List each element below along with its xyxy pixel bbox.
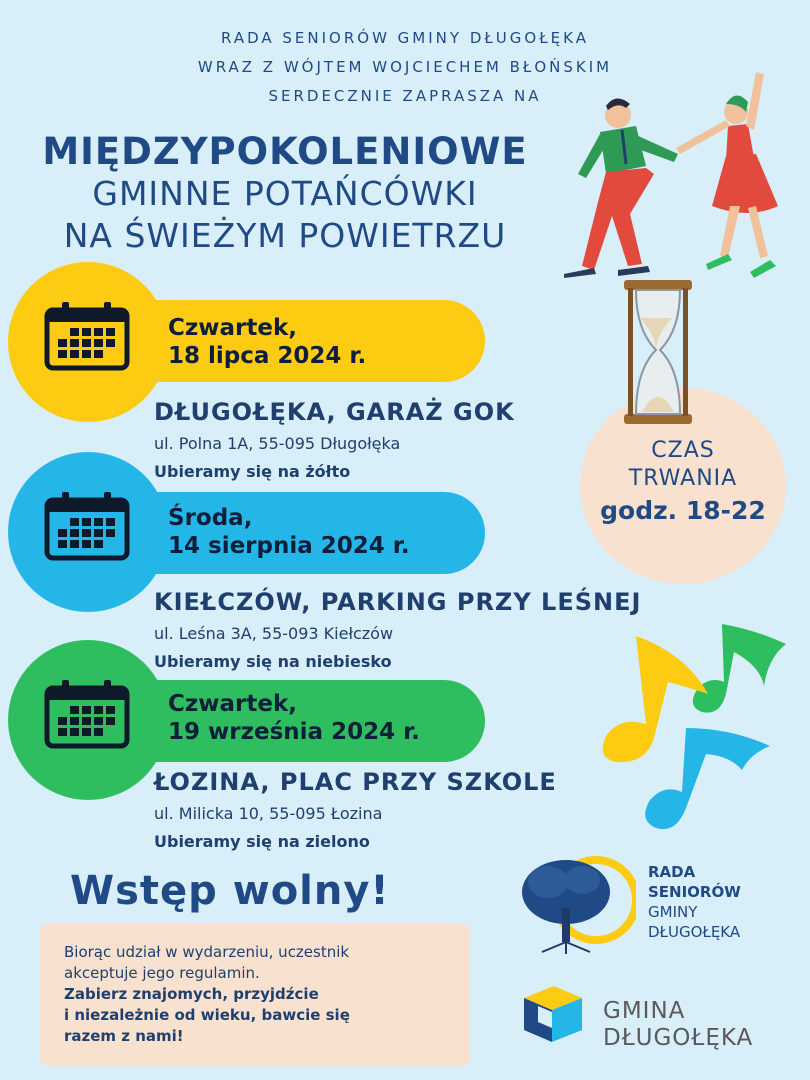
note-bold-1: Zabierz znajomych, przyjdźcie	[64, 985, 319, 1003]
event-place-1: DŁUGOŁĘKA, GARAŻ GOK	[154, 398, 515, 426]
duration-label-1: CZAS	[651, 438, 715, 463]
note-line-1: Biorąc udział w wydarzeniu, uczestnik	[64, 943, 350, 961]
page-subtitle-2: NA ŚWIEŻYM POWIETRZU	[63, 216, 507, 255]
rada-line-4: DŁUGOŁĘKA	[648, 923, 741, 941]
gmina-logo-text	[603, 998, 753, 1052]
event-place-2: KIEŁCZÓW, PARKING PRZY LEŚNEJ	[154, 588, 642, 616]
event-date-1	[168, 314, 366, 370]
duration-label-2: TRWANIA	[628, 466, 738, 491]
invite-line-2: WRAZ Z WÓJTEM WOJCIECHEM BŁOŃSKIM	[197, 58, 613, 76]
tree-logo-icon	[518, 852, 636, 956]
event-address-1: ul. Polna 1A, 55-095 Długołęka	[154, 434, 401, 453]
event-dress-1: Ubieramy się na żółto	[154, 462, 351, 481]
calendar-icon	[44, 680, 130, 750]
event-dress-2: Ubieramy się na niebiesko	[154, 652, 392, 671]
dancers-illustration	[560, 60, 800, 285]
event-dress-3: Ubieramy się na zielono	[154, 832, 370, 851]
event-fulldate-3: 19 września 2024 r.	[168, 719, 420, 745]
note-bold-3: razem z nami!	[64, 1027, 184, 1045]
page-title: MIĘDZYPOKOLENIOWE	[42, 130, 528, 173]
event-fulldate-2: 14 sierpnia 2024 r.	[168, 533, 410, 559]
rada-logo-text	[648, 862, 741, 942]
event-day-2: Środa,	[168, 505, 253, 531]
music-note-icon	[586, 612, 800, 842]
note-line-2: akceptuje jego regulamin.	[64, 964, 260, 982]
event-date-3	[168, 690, 420, 746]
event-place-3: ŁOZINA, PLAC PRZY SZKOLE	[154, 768, 557, 796]
event-address-2: ul. Leśna 3A, 55-093 Kiełczów	[154, 624, 394, 643]
invite-line-1: RADA SENIORÓW GMINY DŁUGOŁĘKA	[221, 29, 589, 47]
rada-line-3: GMINY	[648, 903, 698, 921]
rada-line-2: SENIORÓW	[648, 883, 741, 901]
calendar-icon	[44, 302, 130, 372]
hourglass-icon	[620, 278, 696, 426]
event-day-3: Czwartek,	[168, 691, 298, 717]
gmina-line-2: DŁUGOŁĘKA	[603, 1025, 754, 1051]
calendar-icon	[44, 492, 130, 562]
free-entry: Wstęp wolny!	[70, 868, 390, 914]
event-date-2	[168, 504, 410, 560]
note-bold-2: i niezależnie od wieku, bawcie się	[64, 1006, 350, 1024]
event-address-3: ul. Milicka 10, 55-095 Łozina	[154, 804, 383, 823]
rada-line-1: RADA	[648, 863, 696, 881]
gmina-logo-icon	[520, 984, 586, 1044]
event-fulldate-1: 18 lipca 2024 r.	[168, 343, 367, 369]
gmina-line-1: GMINA	[603, 998, 686, 1024]
event-day-1: Czwartek,	[168, 315, 298, 341]
invite-line-3: SERDECZNIE ZAPRASZA NA	[268, 87, 542, 105]
page-subtitle-1: GMINNE POTAŃCÓWKI	[92, 174, 478, 213]
note-box	[40, 924, 470, 1066]
duration-hours: godz. 18-22	[600, 496, 766, 525]
